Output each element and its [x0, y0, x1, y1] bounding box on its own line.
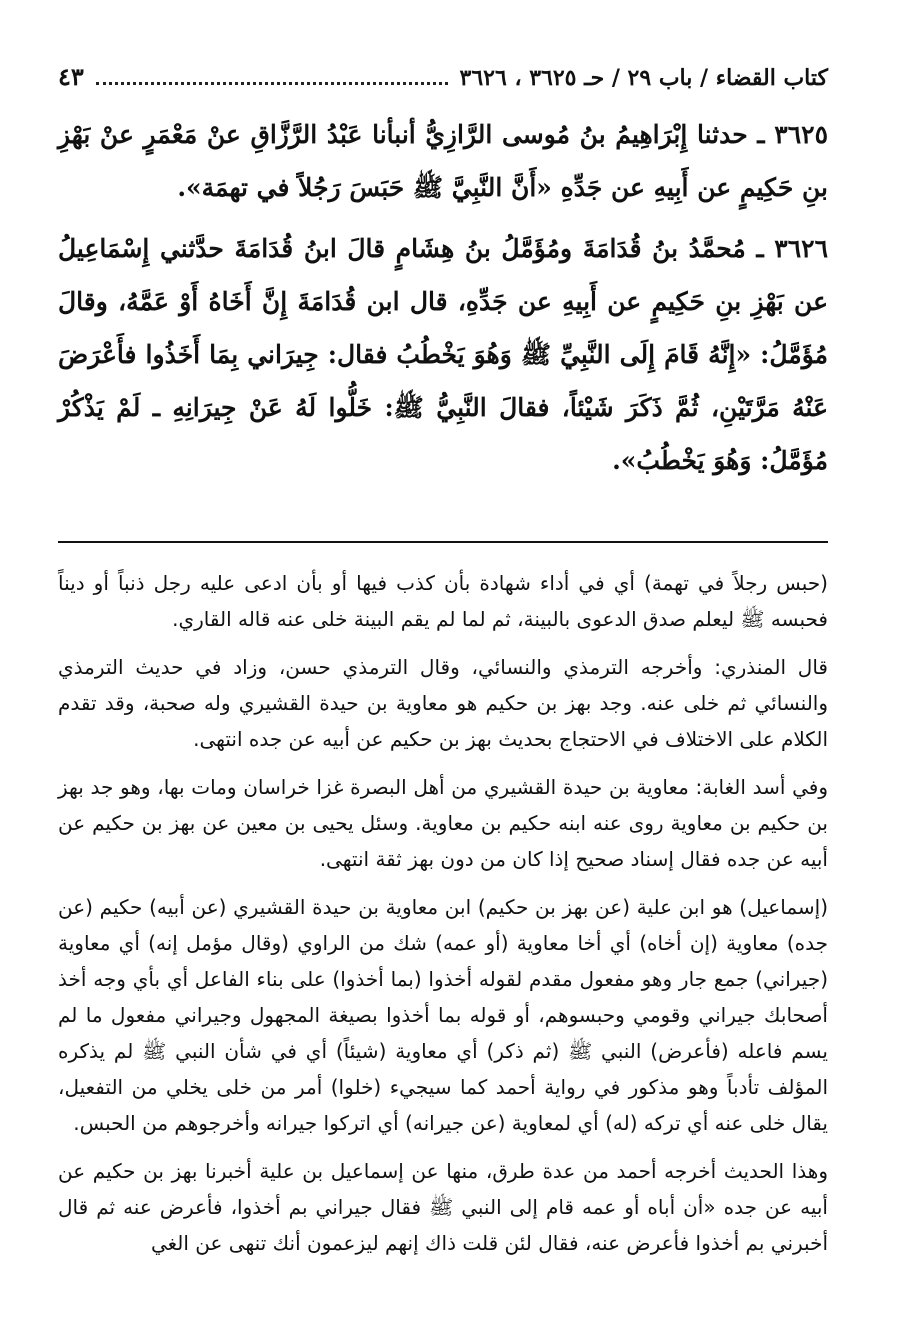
footnote-divider [58, 541, 828, 543]
hadith-3625: ٣٦٢٥ ـ حدثنا إِبْرَاهِيمُ بنُ مُوسى الرَّازِيُّ أنبأنا عَبْدُ الرَّزَّاقِ عنْ مَعْمَرٍ عنْ بَهْزِ بنِ حَكِيمٍ عن أَبِيهِ عن جَدِّهِ «أَنَّ النَّبِيَّ ﷺ حَبَسَ رَجُلاً في تهمَة». [58, 120, 828, 202]
document-page [58, 62, 828, 1273]
leader-dots [96, 68, 448, 85]
page-number: ٤٣ [58, 62, 84, 91]
commentary-paragraph: قال المنذري: وأخرجه الترمذي والنسائي، وقال الترمذي حسن، وزاد في حديث الترمذي والنسائي ثم خلى عنه. وجد بهز بن حكيم هو معاوية بن حيدة القشيري وله صحبة، وقد تقدم الكلام على الاختلاف في الاحتجاج بحديث بهز بن حكيم عن أبيه عن جده انتهى. [58, 655, 828, 751]
commentary-paragraph: وفي أسد الغابة: معاوية بن حيدة القشيري من أهل البصرة غزا خراسان ومات بها، وهو جد بهز بن حكيم بن معاوية روى عنه ابنه حكيم بن معاوية. وسئل يحيى بن معين عن بهز بن حكيم عن أبيه عن جده فقال إسناد صحيح إذا كان من دون بهز ثقة انتهى. [58, 775, 828, 871]
commentary-paragraph: (إسماعيل) هو ابن علية (عن بهز بن حكيم) ابن معاوية بن حيدة القشيري (عن أبيه) حكيم (عن جده) معاوية (إن أخاه) أي أخا معاوية (أو عمه) شك من الراوي (وقال مؤمل إنه) أي معاوية (جيراني) جمع جار وهو مفعول مقدم لقوله أخذوا (بما أخذوا) على بناء الفاعل أي بأي وجه أخذ أصحابك جيراني وقومي وحبسوهم، أو قوله بما أخذوا بصيغة المجهول وجيراني مفعول ما لم يسم فاعله (فأعرض) النبي ﷺ (ثم ذكر) أي معاوية (شيئاً) أي في شأن النبي ﷺ لم يذكره المؤلف تأدباً وهو مذكور في رواية أحمد كما سيجيء (خلوا) أمر من خلى يخلي من التفعيل، يقال خلى عنه أي تركه (له) أي لمعاوية (عن جيرانه) أي اتركوا جيرانه وأخرجوهم من الحبس. [58, 895, 828, 1135]
commentary-paragraph: وهذا الحديث أخرجه أحمد من عدة طرق، منها عن إسماعيل بن علية أخبرنا بهز بن حكيم عن أبيه عن جده «أن أباه أو عمه قام إلى النبي ﷺ فقال جيراني بم أخذوا، فأعرض عنه ثم قال أخبرني بم أخذوا فأعرض عنه، فقال لئن قلت ذاك إنهم ليزعمون أنك تنهى عن الغي [58, 1159, 828, 1255]
hadith-3626: ٣٦٢٦ ـ مُحمَّدُ بنُ قُدَامَةَ ومُؤَمَّلُ بنُ هِشَامٍ قالَ ابنُ قُدَامَةَ حدَّثني إِسْمَاعِيلُ عن بَهْزِ بنِ حَكِيمٍ عن أَبِيهِ عن جَدِّهِ، قال ابن قُدَامَةَ إِنَّ أَخَاهُ أَوْ عَمَّهُ، وقالَ مُؤَمَّلُ: «إِنَّهُ قَامَ إِلَى النَّبِيِّ ﷺ وَهُوَ يَخْطُبُ فقال: جِيرَاني بِمَا أَخَذُوا فأَعْرَضَ عَنْهُ مَرَّتَيْنِ، ثُمَّ ذَكَرَ شَيْئاً، فقالَ النَّبِيُّ ﷺ: خَلُّوا لَهُ عَنْ جِيرَانِهِ ـ لَمْ يَذْكُرْ مُؤَمَّلُ: وَهُوَ يَخْطُبُ». [58, 234, 828, 475]
commentary-paragraph: (حبس رجلاً في تهمة) أي في أداء شهادة بأن كذب فيها أو بأن ادعى عليه رجل ذنباً أو ديناً فحبسه ﷺ ليعلم صدق الدعوى بالبينة، ثم لما لم يقم البينة خلى عنه قاله القاري. [58, 571, 828, 631]
running-title: كتاب القضاء / باب ٢٩ / حـ ٣٦٢٥ ، ٣٦٢٦ [459, 65, 828, 91]
running-header [58, 62, 828, 108]
